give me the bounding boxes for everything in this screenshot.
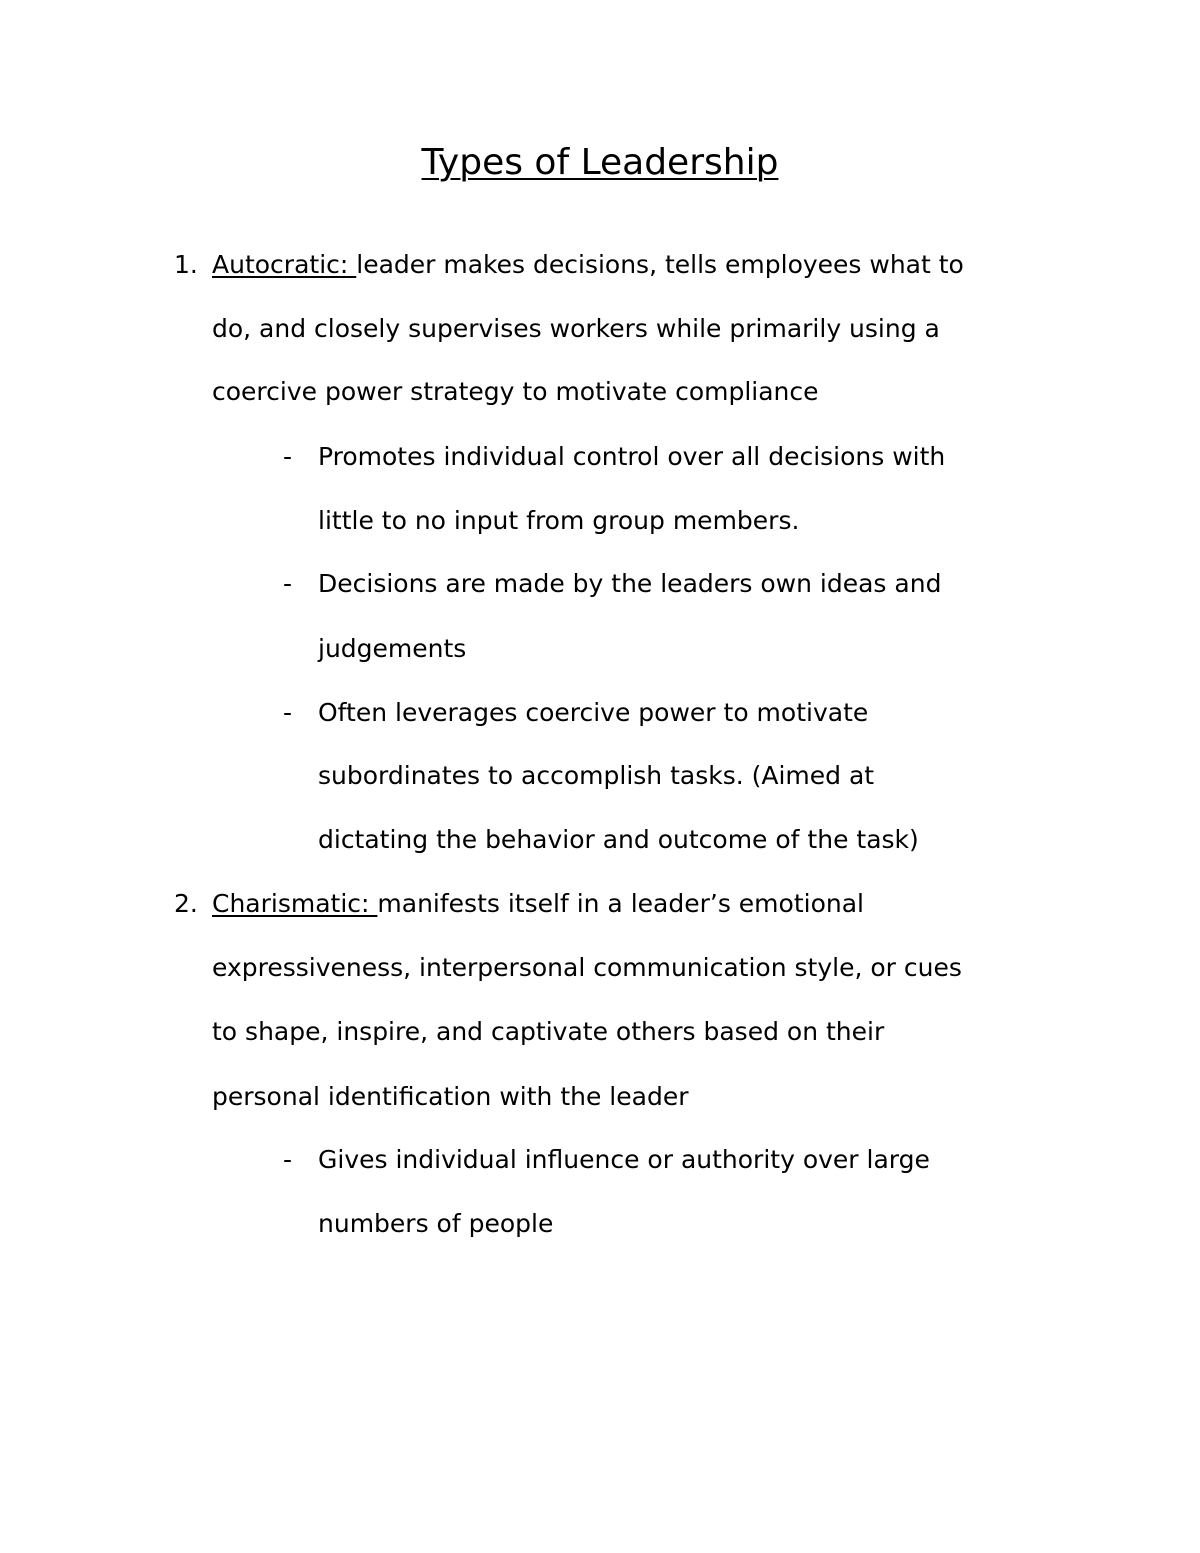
definition-line: do, and closely supervises workers while primarily using a <box>212 314 940 343</box>
bullet-line: Often leverages coercive power to motivate <box>318 698 869 727</box>
bullet-line: little to no input from group members. <box>318 506 800 535</box>
bullet-line: dictating the behavior and outcome of the task) <box>318 825 919 854</box>
term-autocratic: Autocratic: <box>212 250 357 279</box>
bullet-dash: - <box>283 442 293 471</box>
list-number: 1. <box>174 250 198 279</box>
bullet-line: Gives individual influence or authority over large <box>318 1145 930 1174</box>
definition-text: leader makes decisions, tells employees what to <box>356 250 964 279</box>
bullet-dash: - <box>283 698 293 727</box>
bullet-line: judgements <box>318 634 467 663</box>
definition-line: to shape, inspire, and captivate others based on their <box>212 1017 885 1046</box>
list-item-first-line <box>212 887 864 921</box>
definition-line: coercive power strategy to motivate compliance <box>212 377 819 406</box>
list-number: 2. <box>174 889 198 918</box>
bullet-dash: - <box>283 1145 293 1174</box>
list-item-first-line <box>212 248 964 282</box>
bullet-line: numbers of people <box>318 1209 554 1238</box>
bullet-line: Promotes individual control over all decisions with <box>318 442 946 471</box>
bullet-line: subordinates to accomplish tasks. (Aimed at <box>318 761 875 790</box>
definition-line: personal identification with the leader <box>212 1082 689 1111</box>
page-title: Types of Leadership <box>421 142 779 183</box>
definition-text: manifests itself in a leader’s emotional <box>377 889 864 918</box>
definition-line: expressiveness, interpersonal communication style, or cues <box>212 953 962 982</box>
bullet-line: Decisions are made by the leaders own ideas and <box>318 569 942 598</box>
term-charismatic: Charismatic: <box>212 889 378 918</box>
bullet-dash: - <box>283 569 293 598</box>
